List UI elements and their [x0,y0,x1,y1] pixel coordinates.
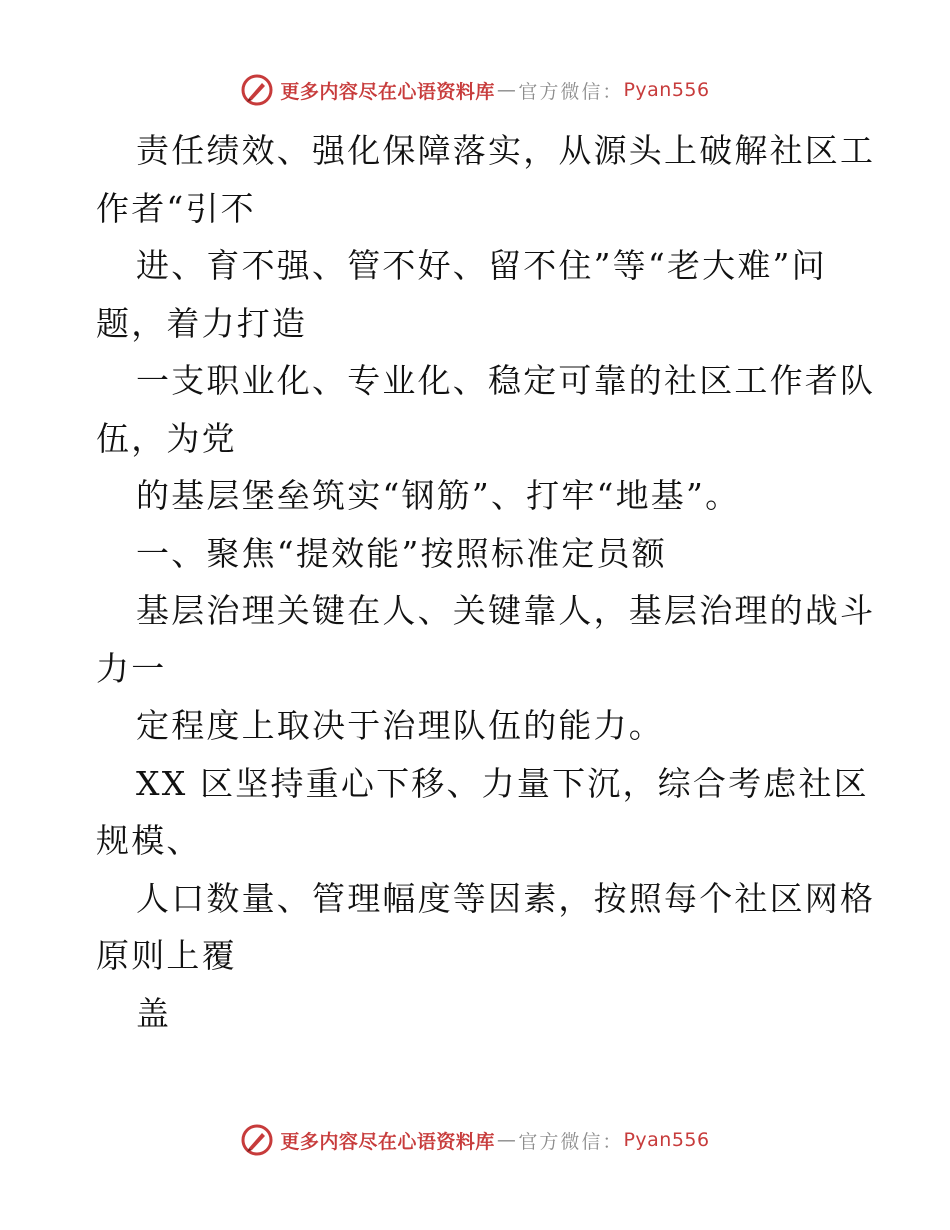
pen-logo-icon [240,1123,274,1157]
text-line: 盖 [136,993,172,1033]
text-line: 力一 [96,648,167,688]
header-site-name: 更多内容尽在心语资料库 [280,80,495,103]
text-line: XX 区坚持重心下移、力量下沉，综合考虑社区 [136,763,869,803]
header-wechat-id: Pyan556 [623,79,710,101]
text-line: 一支职业化、专业化、稳定可靠的社区工作者队 [136,361,876,400]
text-line: 规模、 [96,821,202,860]
text-line: 的基层堡垒筑实“钢筋”、打牢“地基”。 [136,476,741,515]
text-line: 伍，为党 [96,418,237,458]
text-line: 题，着力打造 [96,303,308,343]
text-line: 责任绩效、强化保障落实，从源头上破解社区工 [136,131,876,170]
footer-watermark [0,1122,950,1158]
header-watermark [0,72,950,108]
text-line: 进、育不强、管不好、留不住”等“老大难”问 [136,246,827,285]
text-line: 作者“引不 [96,188,256,228]
text-line: 基层治理关键在人、关键靠人，基层治理的战斗 [136,591,876,630]
footer-dash: — [496,1129,517,1151]
text-line: 原则上覆 [96,936,237,975]
footer-official-label: 官方微信： [518,1130,624,1153]
footer-site-name: 更多内容尽在心语资料库 [280,1130,495,1153]
header-dash: — [496,79,517,101]
text-line: 定程度上取决于治理队伍的能力。 [136,706,664,745]
header-official-label: 官方微信： [518,80,624,103]
footer-wechat-id: Pyan556 [623,1129,710,1151]
text-line: 人口数量、管理幅度等因素，按照每个社区网格 [136,878,876,918]
document-body [96,122,876,1042]
pen-logo-icon [240,73,274,107]
text-line: 一、聚焦“提效能”按照标准定员额 [136,533,667,573]
